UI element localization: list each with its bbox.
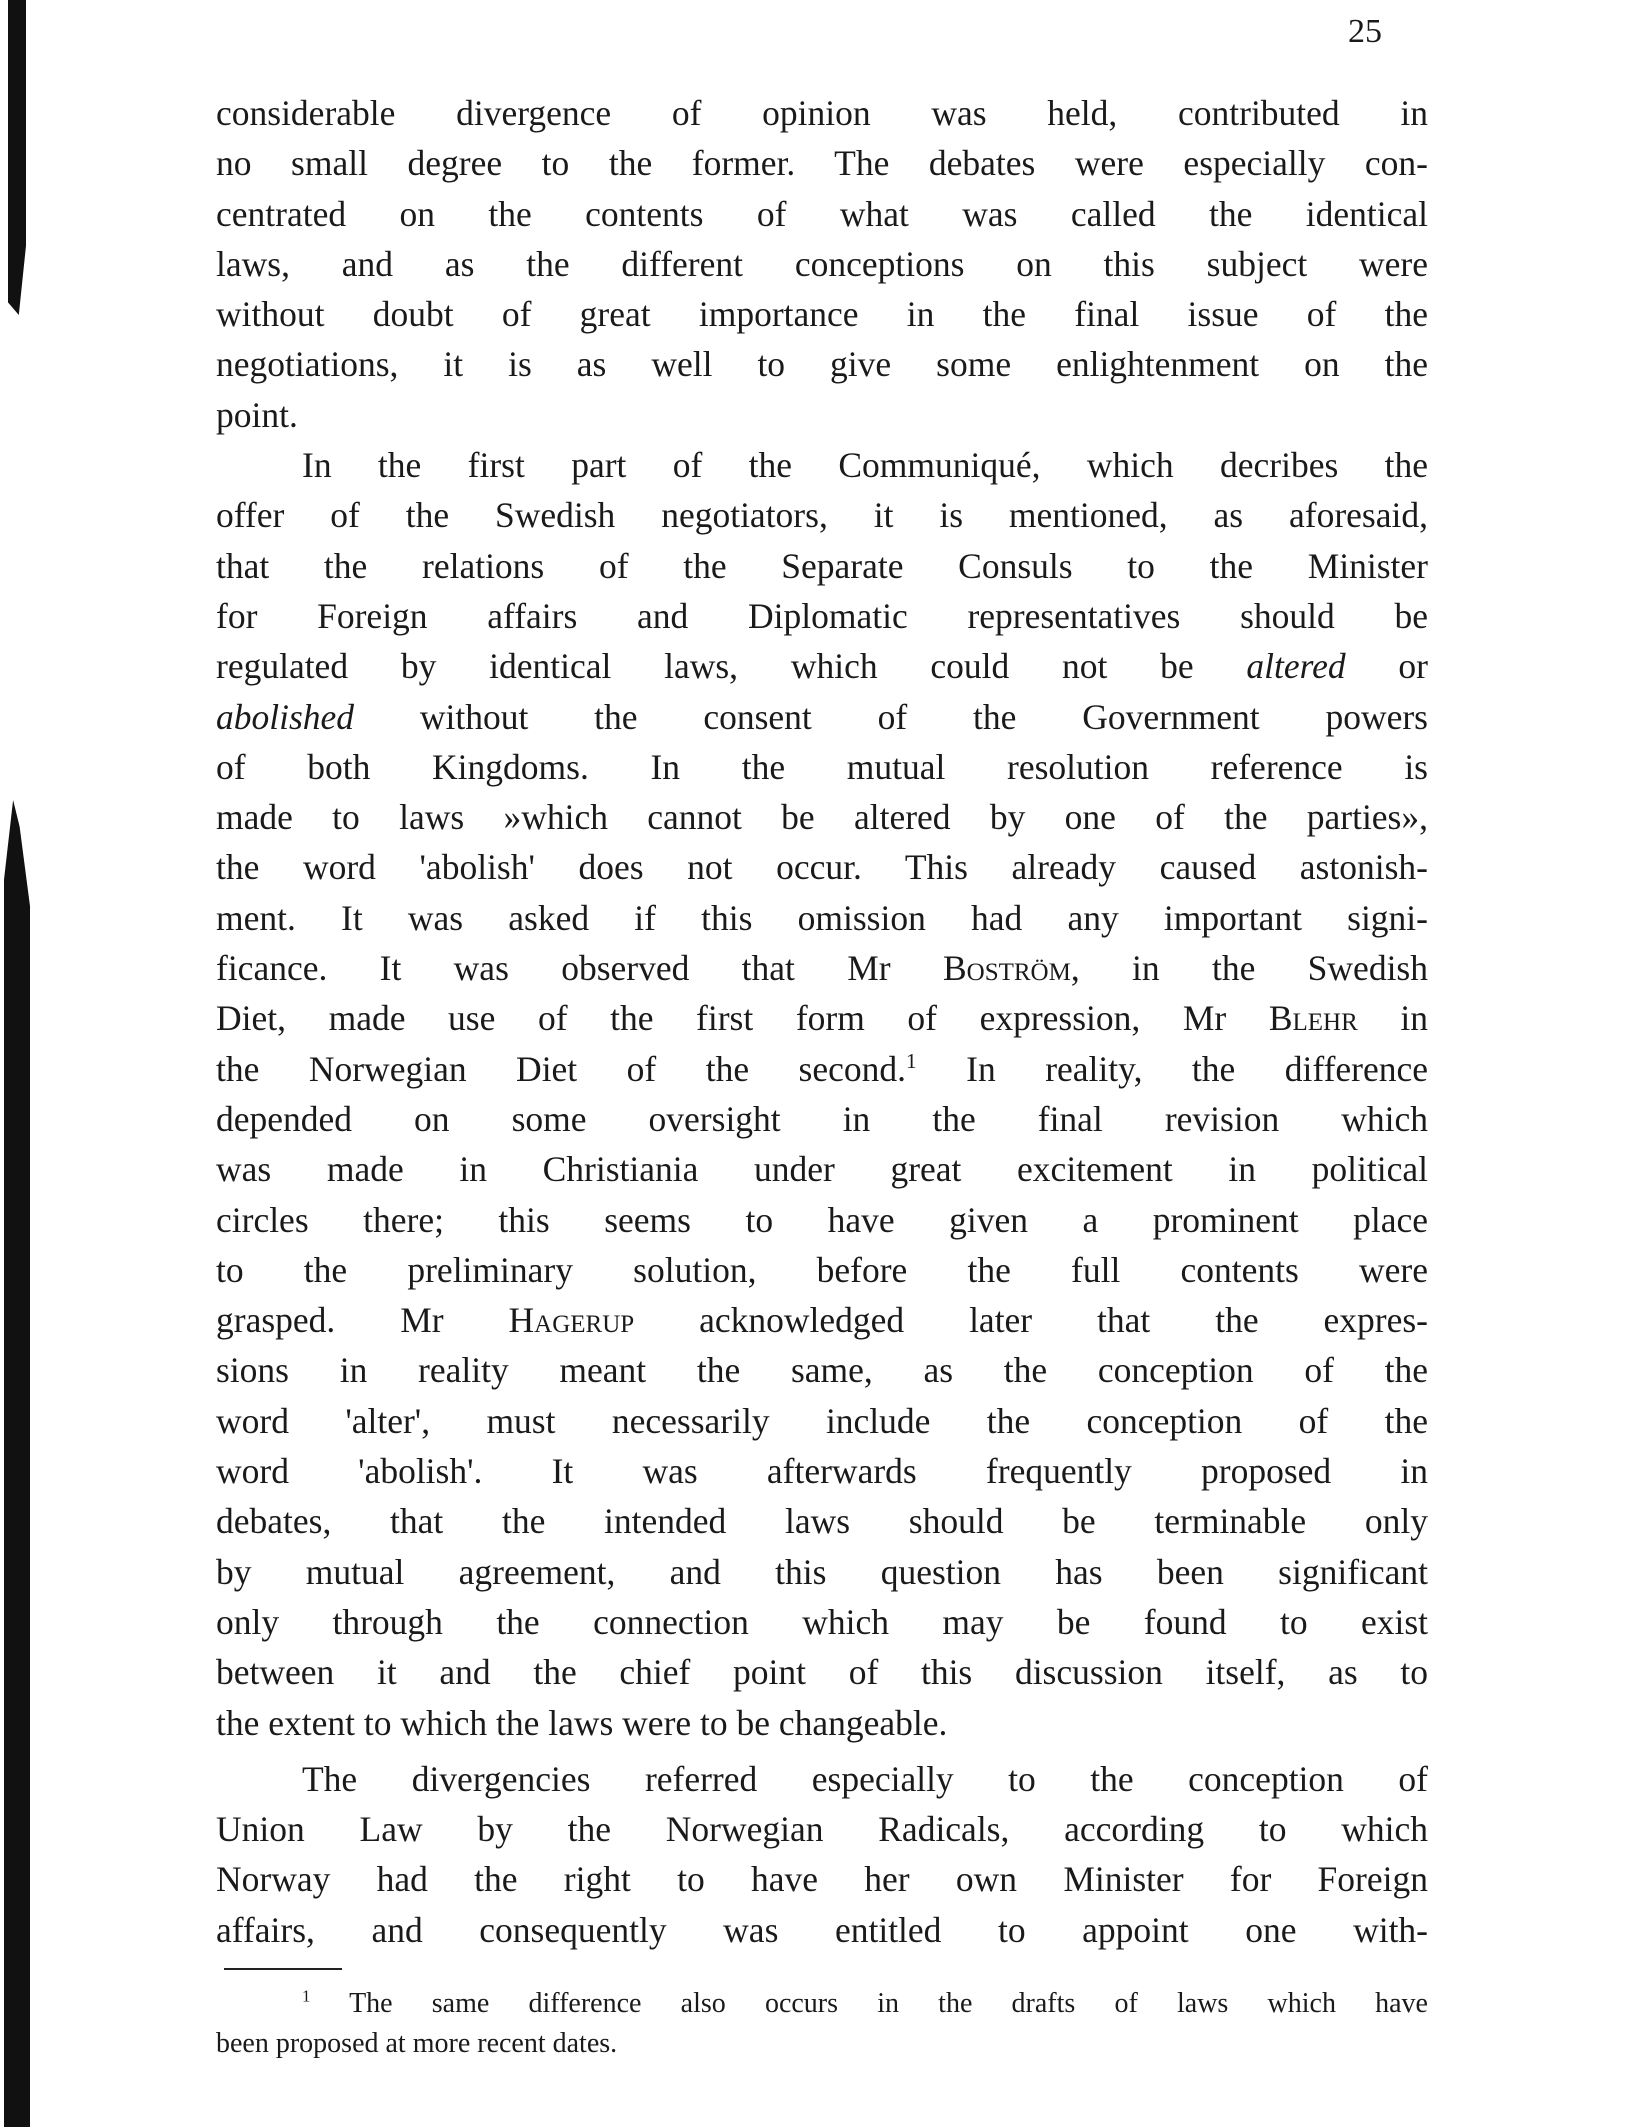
text-line: depended on some oversight in the final revision which (216, 1098, 1428, 1139)
text-line: between it and the chief point of this discussion itself, as to (216, 1652, 1428, 1693)
footnote-line (216, 1984, 1428, 2024)
text-line: the word 'abolish' does not occur. This already caused astonish- (216, 847, 1428, 888)
text-run: or (1345, 646, 1428, 687)
text-run: regulated by identical laws, which could not be (216, 646, 1247, 687)
text-run: , in the Swedish (1070, 948, 1428, 989)
text-line (216, 1295, 1428, 1345)
text-line: for Foreign affairs and Diplomatic representatives should be (216, 595, 1428, 636)
paragraph-3 (216, 1754, 1428, 1955)
text-line: laws, and as the different conceptions on this subject were (216, 243, 1428, 284)
text-line: was made in Christiania under great excitement in political (216, 1149, 1428, 1190)
text-line: Norway had the right to have her own Minister for Foreign (216, 1859, 1428, 1900)
text-line: centrated on the contents of what was called the identical (216, 193, 1428, 234)
paragraph-2 (216, 440, 1428, 1748)
text-line: debates, that the intended laws should be terminable only (216, 1501, 1428, 1542)
page-number: 25 (1348, 13, 1382, 50)
text-line: Union Law by the Norwegian Radicals, according to which (216, 1809, 1428, 1850)
text-run: without the consent of the Government powers (354, 696, 1428, 737)
body-text (216, 88, 1428, 1955)
text-line: word 'alter', must necessarily include the conception of the (216, 1400, 1428, 1441)
name-bostrom: Boström (942, 948, 1071, 989)
binding-shadow-bottom (4, 800, 30, 2127)
text-line (216, 692, 1428, 742)
text-line: that the relations of the Separate Consuls to the Minister (216, 545, 1428, 586)
name-hagerup: Hagerup (508, 1300, 635, 1341)
text-line: only through the connection which may be found to exist (216, 1601, 1428, 1642)
text-line (216, 641, 1428, 691)
binding-shadow-top (8, 0, 26, 315)
text-line: The divergencies referred especially to the conception of (302, 1758, 1428, 1799)
footnote (216, 1984, 1428, 2064)
footnote-line: been proposed at more recent dates. (216, 2028, 618, 2059)
text-run: Diet, made use of the first form of expression, Mr (216, 998, 1269, 1039)
name-blehr: Blehr (1268, 998, 1358, 1039)
text-line: sions in reality meant the same, as the conception of the (216, 1350, 1428, 1391)
emphasis-altered: altered (1246, 646, 1346, 687)
footnote-reference: 1 (906, 1048, 917, 1073)
text-run: in (1357, 998, 1428, 1039)
text-run: In reality, the difference (916, 1048, 1428, 1089)
text-line: word 'abolish'. It was afterwards frequently proposed in (216, 1451, 1428, 1492)
text-run: grasped. Mr (216, 1300, 509, 1341)
text-run: ficance. It was observed that Mr (216, 948, 943, 989)
text-line: ment. It was asked if this omission had any important signi- (216, 897, 1428, 938)
footnote-marker: 1 (302, 1986, 311, 2006)
text-line (216, 943, 1428, 993)
text-line (216, 1044, 1428, 1094)
text-line: affairs, and consequently was entitled to appoint one with- (216, 1909, 1428, 1950)
text-line: without doubt of great importance in the final issue of the (216, 294, 1428, 335)
text-line: by mutual agreement, and this question has been significant (216, 1551, 1428, 1592)
text-line: the extent to which the laws were to be changeable. (216, 1702, 948, 1743)
footnote-rule (224, 1968, 342, 1970)
text-line: negotiations, it is as well to give some enlightenment on the (216, 344, 1428, 385)
text-line: no small degree to the former. The debates were especially con- (216, 143, 1428, 184)
text-line: point. (216, 394, 298, 435)
text-line (216, 993, 1428, 1043)
emphasis-abolished: abolished (216, 696, 355, 737)
text-line: In the first part of the Communiqué, which decribes the (302, 445, 1428, 486)
paragraph-1 (216, 88, 1428, 440)
text-run: The same difference also occurs in the drafts of laws which have (310, 1988, 1428, 2019)
text-line: offer of the Swedish negotiators, it is mentioned, as aforesaid, (216, 495, 1428, 536)
text-line: considerable divergence of opinion was held, contributed in (216, 93, 1428, 133)
text-run: the Norwegian Diet of the second. (216, 1048, 907, 1089)
text-line: of both Kingdoms. In the mutual resolution reference is (216, 746, 1428, 787)
text-line: made to laws »which cannot be altered by one of the parties», (216, 797, 1428, 838)
text-line: circles there; this seems to have given a prominent place (216, 1199, 1428, 1240)
text-run: acknowledged later that the expres- (634, 1300, 1428, 1341)
text-line: to the preliminary solution, before the full contents were (216, 1249, 1428, 1290)
